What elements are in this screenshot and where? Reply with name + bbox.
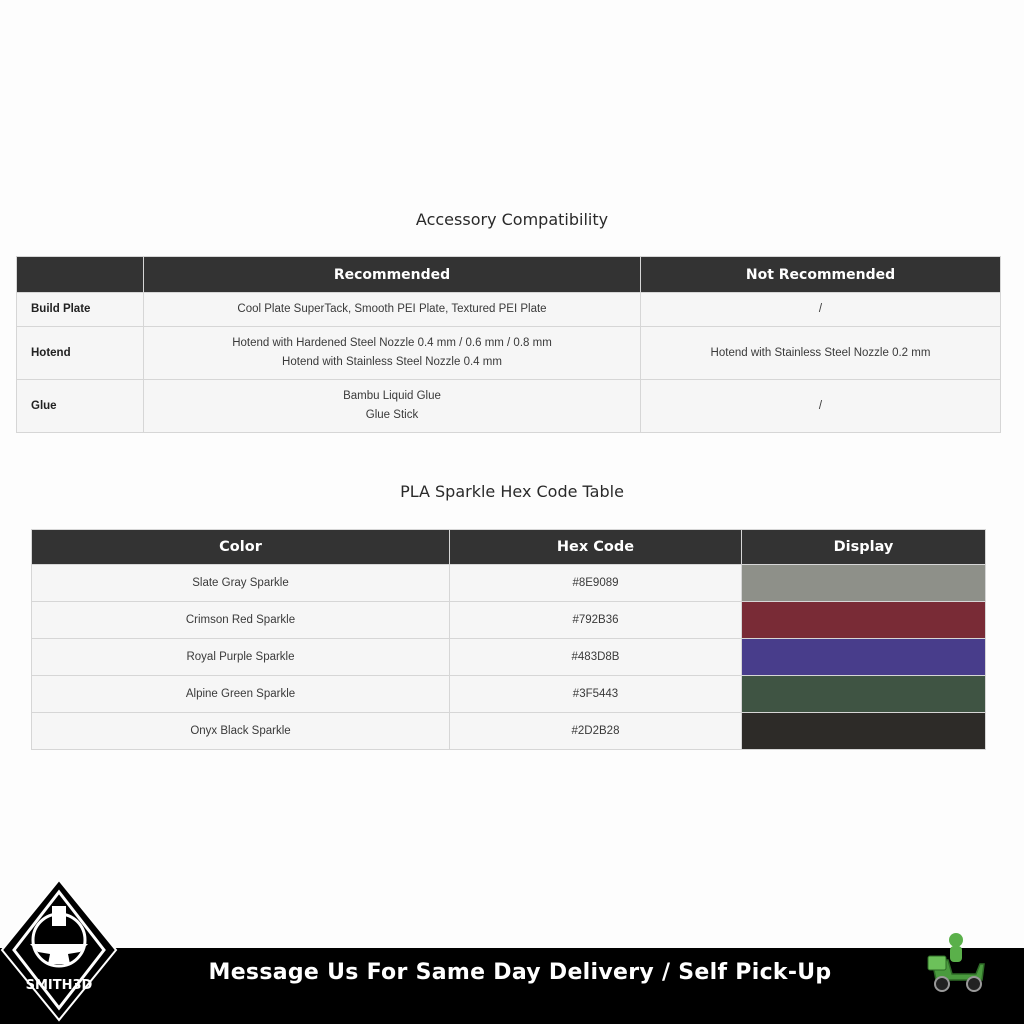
row-label: Hotend [17, 327, 144, 380]
not-recommended-cell: / [641, 293, 1001, 327]
hex-code-table [31, 529, 986, 750]
table-row [17, 380, 1001, 433]
color-name-cell: Royal Purple Sparkle [32, 639, 450, 676]
color-name-cell: Alpine Green Sparkle [32, 676, 450, 713]
not-recommended-cell: Hotend with Stainless Steel Nozzle 0.2 mm [641, 327, 1001, 380]
hex-code-cell: #792B36 [450, 602, 742, 639]
anvil-icon [0, 878, 118, 1024]
logo-text: SMITH3D [25, 978, 93, 993]
hex-code-cell: #483D8B [450, 639, 742, 676]
hex-code-cell: #3F5443 [450, 676, 742, 713]
hex-header-display: Display [742, 530, 986, 565]
recommended-cell [144, 327, 641, 380]
hex-code-cell: #2D2B28 [450, 713, 742, 750]
accessory-table [16, 256, 1001, 433]
accessory-header-recommended: Recommended [144, 257, 641, 293]
not-recommended-cell: / [641, 380, 1001, 433]
color-name-cell: Crimson Red Sparkle [32, 602, 450, 639]
recommended-line: Hotend with Hardened Steel Nozzle 0.4 mm / 0.6 mm / 0.8 mm [232, 337, 552, 349]
color-name-cell: Onyx Black Sparkle [32, 713, 450, 750]
color-swatch [742, 639, 986, 676]
accessory-header-blank [17, 257, 144, 293]
recommended-line: Glue Stick [365, 409, 419, 421]
recommended-line: Cool Plate SuperTack, Smooth PEI Plate, Textured PEI Plate [237, 303, 547, 315]
hex-header-hex-code: Hex Code [450, 530, 742, 565]
recommended-cell [144, 380, 641, 433]
hex-header-row [32, 530, 986, 565]
row-label: Glue [17, 380, 144, 433]
hex-table-title: PLA Sparkle Hex Code Table [400, 482, 624, 501]
color-swatch [742, 676, 986, 713]
color-swatch [742, 713, 986, 750]
table-row [32, 565, 986, 602]
accessory-title: Accessory Compatibility [415, 210, 609, 229]
recommended-line: Hotend with Stainless Steel Nozzle 0.4 mm [282, 356, 502, 368]
recommended-cell [144, 293, 641, 327]
footer-message: Message Us For Same Day Delivery / Self Pick-Up [208, 960, 832, 985]
table-row [32, 713, 986, 750]
accessory-header-row [17, 257, 1001, 293]
table-row [32, 676, 986, 713]
table-row [32, 602, 986, 639]
hex-header-color: Color [32, 530, 450, 565]
table-row [32, 639, 986, 676]
hex-code-cell: #8E9089 [450, 565, 742, 602]
scooter-icon [926, 930, 988, 994]
color-name-cell: Slate Gray Sparkle [32, 565, 450, 602]
accessory-header-not-recommended: Not Recommended [641, 257, 1001, 293]
color-swatch [742, 602, 986, 639]
color-swatch [742, 565, 986, 602]
recommended-line: Bambu Liquid Glue [343, 390, 441, 402]
table-row [17, 327, 1001, 380]
row-label: Build Plate [17, 293, 144, 327]
table-row [17, 293, 1001, 327]
